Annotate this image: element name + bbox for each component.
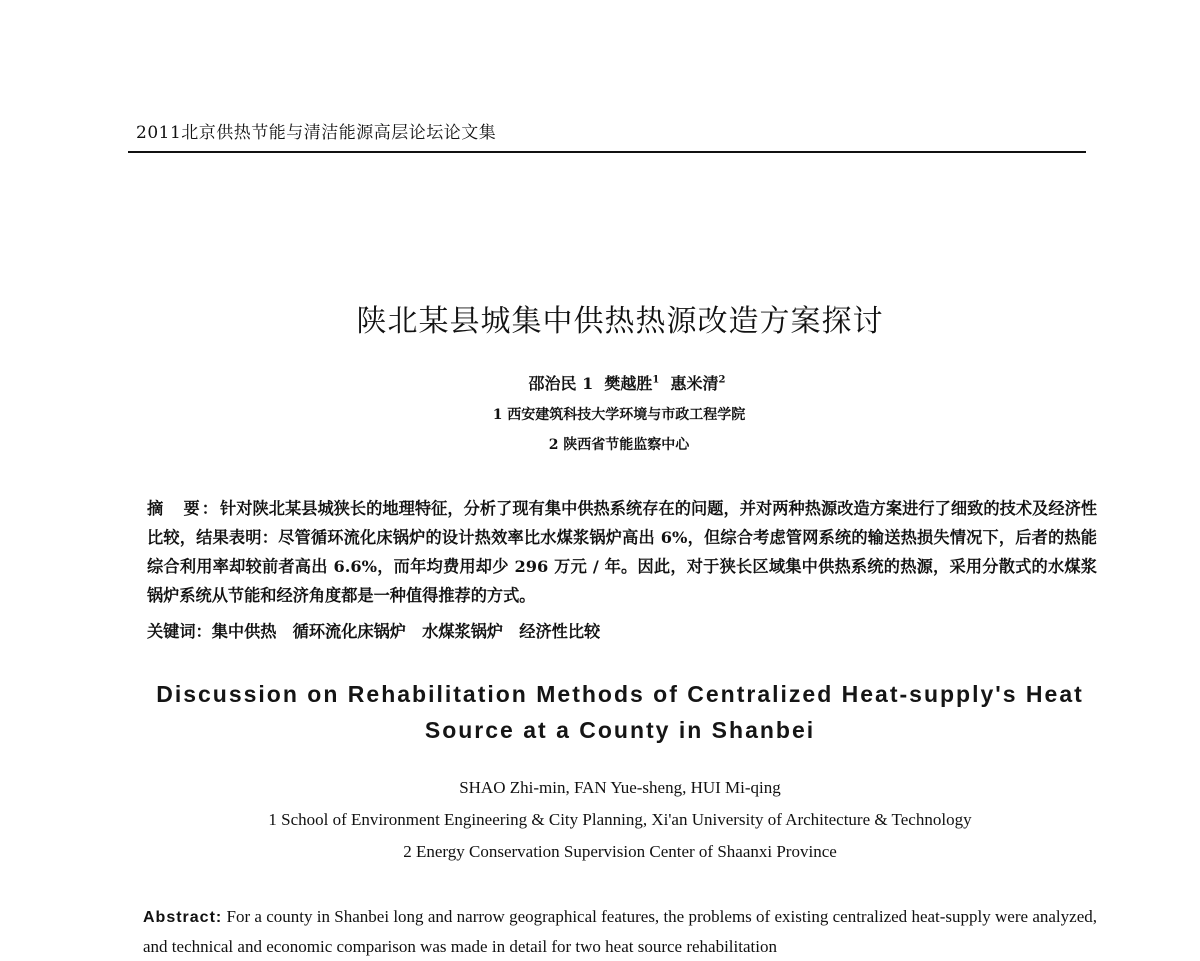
chinese-keywords-label: 关键词：	[147, 622, 212, 641]
author-2-affiliation-mark: 1	[652, 374, 660, 386]
running-header: 2011北京供热节能与清洁能源高层论坛论文集	[136, 123, 497, 143]
english-title-line-2: Source at a County in Shanbei	[424, 717, 816, 743]
english-abstract-text: For a county in Shanbei long and narrow geographical features, the problems of existing centralized heat-supply were analyzed, and technical and economic comparison was made in detail for two heat source rehabilitation	[143, 907, 1097, 956]
chinese-keywords-text: 集中供热 循环流化床锅炉 水煤浆锅炉 经济性比较	[211, 622, 601, 641]
english-authors: SHAO Zhi-min, FAN Yue-sheng, HUI Mi-qing	[459, 778, 781, 797]
author-3-affiliation-mark: 2	[718, 374, 726, 386]
header-divider	[128, 151, 1086, 153]
chinese-abstract-text: 针对陕北某县城狭长的地理特征，分析了现有集中供热系统存在的问题，并对两种热源改造方案进行了细致的技术及经济性比较，结果表明：尽管循环流化床锅炉的设计热效率比水煤浆锅炉高出 6%，但综合考虑管网系统的输送热损失情况下，后者的热能综合利用率却较前者高出 6.6%，而年均费用却少 296 万元 / 年。因此，对于狭长区域集中供热系统的热源，采用分散式的水煤浆锅炉系统从节能和经济角度都是一种值得推荐的方式。	[147, 499, 1098, 605]
author-1: 邵治民 1	[528, 374, 594, 393]
author-2: 樊越胜	[604, 374, 653, 393]
english-title-line-1: Discussion on Rehabilitation Methods of Centralized Heat-supply's Heat	[156, 681, 1084, 707]
chinese-abstract	[147, 494, 1097, 610]
chinese-title: 陕北某县城集中供热热源改造方案探讨	[356, 304, 884, 339]
chinese-keywords	[147, 618, 600, 642]
author-3: 惠米清	[670, 374, 719, 393]
english-affiliation-1: 1 School of Environment Engineering & City Planning, Xi'an University of Architecture & Technology	[268, 810, 972, 829]
chinese-abstract-label: 摘 要：	[147, 499, 220, 518]
english-affiliation-2: 2 Energy Conservation Supervision Center of Shaanxi Province	[403, 842, 837, 861]
english-title	[0, 676, 1200, 748]
english-abstract	[143, 902, 1097, 961]
chinese-affiliation-1: 1 西安建筑科技大学环境与市政工程学院	[492, 407, 746, 423]
english-abstract-label: Abstract:	[143, 909, 223, 926]
chinese-authors	[0, 371, 1200, 394]
chinese-affiliation-2: 2 陕西省节能监察中心	[548, 437, 690, 453]
